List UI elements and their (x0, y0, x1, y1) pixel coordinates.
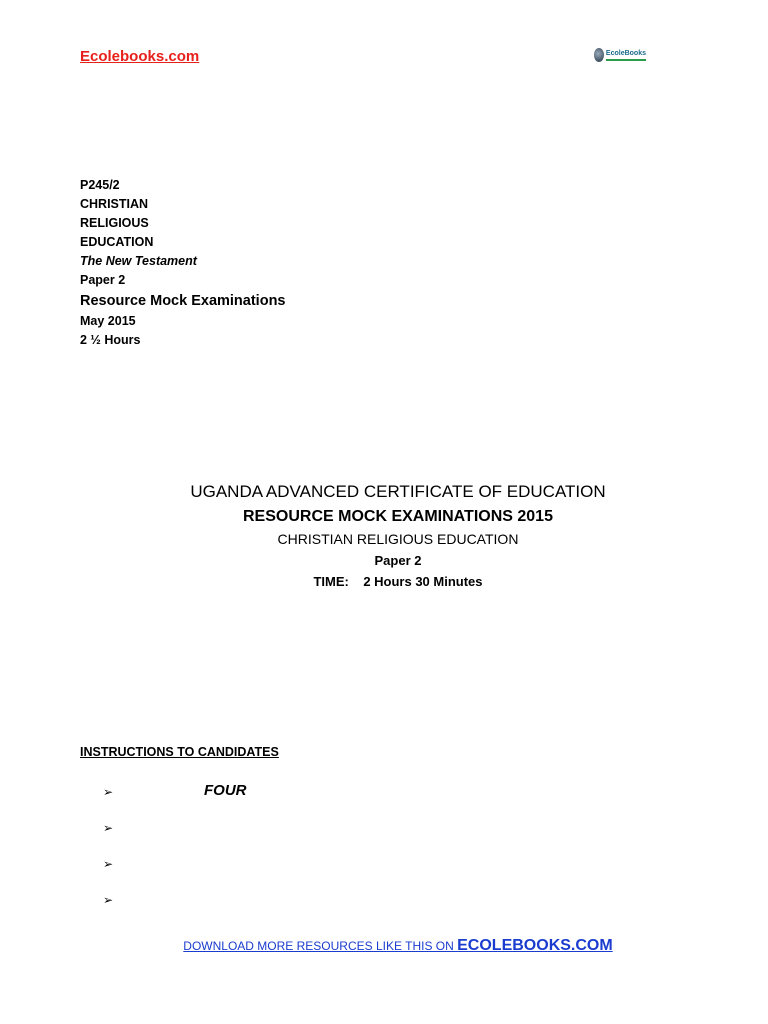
subject-title: CHRISTIAN RELIGIOUS EDUCATION (277, 531, 519, 547)
bullet-icon: ➢ (103, 785, 114, 799)
bullet-icon: ➢ (103, 857, 114, 871)
paper-code: P245/2 (80, 178, 120, 192)
bullet-icon: ➢ (103, 821, 114, 835)
exam-name: Resource Mock Examinations (80, 293, 286, 309)
subject-line-2: RELIGIOUS (80, 216, 149, 230)
subject-line-3: EDUCATION (80, 235, 154, 249)
section-name: The New Testament (80, 254, 197, 268)
exam-title: RESOURCE MOCK EXAMINATIONS 2015 (243, 508, 553, 525)
footer-download-link[interactable] (0, 937, 768, 955)
exam-duration: 2 ½ Hours (80, 333, 141, 347)
paper-number: Paper 2 (80, 273, 126, 287)
ecolebooks-logo (594, 46, 646, 64)
exam-date: May 2015 (80, 314, 136, 328)
logo-text: EcoleBooks (606, 50, 646, 61)
site-link[interactable]: Ecolebooks.com (80, 48, 200, 65)
paper-info (80, 176, 286, 350)
certificate-title: UGANDA ADVANCED CERTIFICATE OF EDUCATION (190, 482, 606, 501)
bullet-icon: ➢ (103, 893, 114, 907)
paper-title: Paper 2 (374, 553, 422, 568)
subject-line-1: CHRISTIAN (80, 197, 149, 211)
book-globe-icon (594, 48, 604, 62)
footer-site: ECOLEBOOKS.COM (457, 937, 613, 954)
time-allowed: TIME: 2 Hours 30 Minutes (313, 574, 483, 589)
footer-prefix: DOWNLOAD MORE RESOURCES LIKE THIS ON (183, 939, 458, 953)
instruction-emphasis: FOUR (204, 782, 247, 799)
instructions-title: INSTRUCTIONS TO CANDIDATES (80, 745, 279, 759)
